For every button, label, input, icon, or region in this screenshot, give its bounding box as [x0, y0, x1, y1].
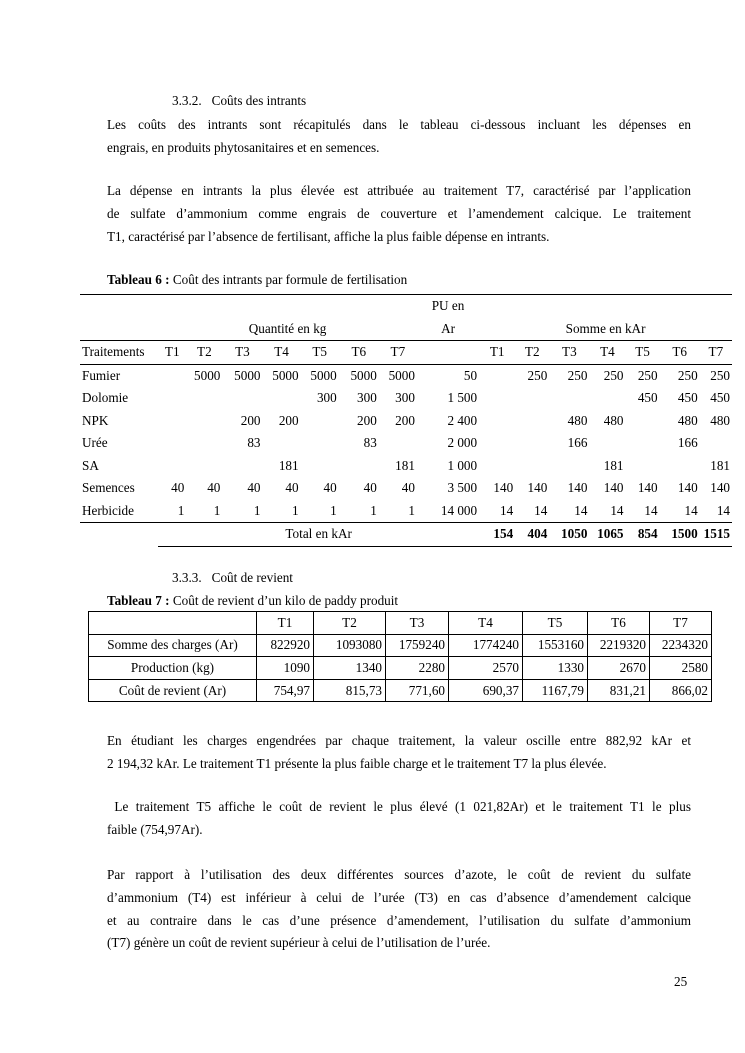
column-header: T5: [301, 341, 339, 365]
paragraph-intro: [107, 114, 691, 160]
row-label: Herbicide: [80, 500, 158, 523]
table-cell: [301, 410, 339, 433]
table-cell: [515, 455, 549, 478]
column-header: T1: [479, 341, 515, 365]
table-cell: [515, 387, 549, 410]
section-number: 3.3.2.: [172, 93, 202, 108]
column-header: T6: [660, 341, 700, 365]
table-cell: [479, 387, 515, 410]
table-cell: [263, 432, 301, 455]
table-cell: 1759240: [386, 634, 449, 657]
sum-header: Somme en kAr: [479, 318, 732, 341]
total-value: 154: [479, 523, 515, 547]
table-cell: 140: [603, 480, 624, 496]
column-header: T2: [515, 341, 549, 365]
table-cell: 1330: [523, 657, 588, 680]
row-label: Urée: [82, 435, 108, 451]
row-label: NPK: [82, 412, 109, 428]
column-header: T4: [589, 341, 625, 365]
table-cell: 2580: [650, 657, 712, 680]
table-cell: 822920: [257, 634, 314, 657]
table6-row: [80, 364, 732, 387]
table-cell: 140: [637, 480, 658, 496]
table-cell: 1167,79: [523, 679, 588, 702]
total-value: 854: [626, 523, 660, 547]
text-line: et au contraire dans le cas d’une présence d’amendement, l’utilisation du sulfate d’ammonium: [107, 912, 691, 928]
total-value: 1500: [660, 523, 700, 547]
column-header: T3: [549, 341, 589, 365]
column-header: [89, 612, 257, 635]
table-cell: 450: [710, 390, 730, 406]
table6-row: [80, 477, 732, 500]
table-cell: [549, 387, 589, 410]
table-cell: [700, 432, 732, 455]
table-cell: 140: [677, 480, 698, 496]
table6-row: [80, 410, 732, 433]
table-cell: 480: [567, 412, 588, 428]
table-cell: 1774240: [449, 634, 523, 657]
text-line: En étudiant les charges engendrées par chaque traitement, la valeur oscille entre 882,92 kAr et: [107, 733, 691, 748]
column-header: T2: [314, 612, 386, 635]
table-cell: 866,02: [650, 679, 712, 702]
table7-row: [89, 679, 712, 702]
table-cell: 83: [363, 435, 377, 451]
table-cell: 200: [278, 412, 299, 428]
table-cell: [158, 455, 186, 478]
table-cell: 1093080: [314, 634, 386, 657]
table-cell: 5000: [388, 367, 415, 383]
table-cell: 14: [660, 500, 700, 523]
column-header: T2: [186, 341, 222, 365]
column-header: T3: [222, 341, 262, 365]
table-cell: 1090: [257, 657, 314, 680]
table-cell: 40: [247, 480, 261, 496]
table-cell: [158, 432, 186, 455]
column-header: T4: [263, 341, 301, 365]
paragraph-cost-price: [107, 796, 691, 842]
table-cell: 14: [700, 500, 732, 523]
table-cell: 181: [710, 457, 730, 473]
table-cell: 83: [247, 435, 261, 451]
table-cell: 450: [677, 390, 698, 406]
table7-row: [89, 634, 712, 657]
column-header: T6: [588, 612, 650, 635]
table-cell: 1553160: [523, 634, 588, 657]
text-line: Par rapport à l’utilisation des deux différentes sources d’azote, le coût de revient du sulfate: [107, 867, 691, 882]
table-cell: 200: [395, 412, 415, 428]
table-cell: 5000: [272, 367, 299, 383]
table-cell: 140: [710, 480, 730, 496]
table-cell: 1 500: [447, 390, 478, 406]
table-cell: 815,73: [314, 679, 386, 702]
table-cell: 5000: [234, 367, 261, 383]
table-cell: [339, 455, 379, 478]
column-header: [417, 341, 479, 365]
table6-row: [80, 455, 732, 478]
table-cell: 300: [395, 390, 415, 406]
table7-body: [89, 612, 712, 702]
table-cell: [222, 387, 262, 410]
section-heading-333: [172, 570, 293, 586]
table-cell: 5000: [194, 367, 221, 383]
table-cell: [379, 432, 417, 455]
table7-caption-text: Coût de revient d’un kilo de paddy produit: [169, 593, 399, 608]
text-line: T1, caractérisé par l’absence de fertilisant, affiche la plus faible dépense en intrants.: [107, 228, 550, 244]
total-value: 1515: [700, 523, 732, 547]
table-cell: 250: [527, 367, 548, 383]
table-cell: 1 000: [447, 457, 478, 473]
paragraph-highest-cost: [107, 180, 691, 248]
table-cell: [186, 387, 222, 410]
table6-caption: [107, 272, 407, 288]
text-line: (T7) génère un coût de revient supérieur à celui de l’utilisation de l’urée.: [107, 935, 491, 951]
table-cell: [515, 432, 549, 455]
table-cell: 480: [603, 412, 624, 428]
text-line: engrais, en produits phytosanitaires et en semences.: [107, 139, 380, 155]
row-label: Coût de revient (Ar): [89, 679, 257, 702]
table-cell: 14: [626, 500, 660, 523]
table-cell: 1: [263, 500, 301, 523]
table-cell: [549, 455, 589, 478]
table-cell: 300: [316, 390, 337, 406]
total-value: 1065: [589, 523, 625, 547]
section-heading-332: [172, 93, 306, 109]
column-header: T6: [339, 341, 379, 365]
table-cell: 480: [677, 412, 698, 428]
table-cell: 450: [637, 390, 658, 406]
table-cell: 14: [589, 500, 625, 523]
text-line: d’ammonium (T4) est inférieur à celui de l’urée (T3) en cas d’absence d’amendement calcique: [107, 889, 691, 905]
table-cell: 200: [357, 412, 377, 428]
table-cell: 1: [186, 500, 222, 523]
table6-input-costs: [80, 294, 732, 547]
table-cell: 181: [278, 457, 299, 473]
table-cell: 1: [379, 500, 417, 523]
row-label: Production (kg): [89, 657, 257, 680]
column-header: T1: [158, 341, 186, 365]
table6-row: [80, 387, 732, 410]
table-cell: 140: [567, 480, 588, 496]
table-cell: [158, 387, 186, 410]
table-cell: [263, 387, 301, 410]
table6-caption-text: Coût des intrants par formule de fertilisation: [169, 272, 408, 287]
table-cell: [589, 387, 625, 410]
table-cell: 40: [323, 480, 337, 496]
table-cell: [626, 410, 660, 433]
table-cell: 40: [285, 480, 299, 496]
column-header: T7: [379, 341, 417, 365]
table-cell: 140: [527, 480, 548, 496]
section-number: 3.3.3.: [172, 570, 202, 585]
table-cell: [479, 432, 515, 455]
table-cell: 1: [339, 500, 379, 523]
table-cell: 690,37: [449, 679, 523, 702]
table-cell: [479, 455, 515, 478]
text-line: Le traitement T5 affiche le coût de revient le plus élevé (1 021,82Ar) et le traitement T1 le plus: [107, 799, 691, 814]
pu-header-unit: Ar: [417, 318, 479, 341]
table-cell: 14: [515, 500, 549, 523]
column-header: T3: [386, 612, 449, 635]
table7-header-row: [89, 612, 712, 635]
text-line: 2 194,32 kAr. Le traitement T1 présente la plus faible charge et le traitement T7 la plus élevée.: [107, 755, 607, 771]
table-cell: [158, 364, 186, 387]
table-cell: 14: [549, 500, 589, 523]
table-cell: 300: [357, 390, 377, 406]
table-cell: 40: [207, 480, 221, 496]
text-line: faible (754,97Ar).: [107, 821, 203, 837]
text-line: Les coûts des intrants sont récapitulés dans le tableau ci-dessous incluant les dépenses en: [107, 117, 691, 132]
section-title: Coûts des intrants: [211, 93, 307, 108]
table-cell: 166: [677, 435, 698, 451]
table-cell: 5000: [310, 367, 337, 383]
row-label: Dolomie: [82, 390, 129, 406]
row-label: Semences: [82, 480, 135, 496]
table-cell: 2670: [588, 657, 650, 680]
table-cell: [186, 455, 222, 478]
table6-caption-label: Tableau 6 :: [107, 272, 170, 287]
table-cell: 831,21: [588, 679, 650, 702]
table-cell: [158, 410, 186, 433]
table-cell: 2 400: [447, 412, 478, 428]
table-cell: 250: [710, 367, 730, 383]
row-label: SA: [82, 457, 99, 473]
table-cell: 250: [567, 367, 588, 383]
table7-caption-label: Tableau 7 :: [107, 593, 170, 608]
table-cell: [479, 410, 515, 433]
table-cell: 1: [158, 500, 186, 523]
row-label: Fumier: [82, 367, 121, 383]
table-cell: 480: [710, 412, 730, 428]
text-line: de sulfate d’ammonium comme engrais de couverture et l’amendement calcique. Le traitement: [107, 205, 691, 221]
table-cell: 200: [240, 412, 261, 428]
table-cell: [301, 432, 339, 455]
table6-row: [80, 500, 732, 523]
table7-caption: [107, 593, 398, 609]
paragraph-nitrogen-sources: [107, 864, 691, 955]
table-cell: [589, 432, 625, 455]
table-cell: 2280: [386, 657, 449, 680]
table-cell: [626, 455, 660, 478]
page-number: 25: [674, 974, 688, 989]
table-cell: 250: [637, 367, 658, 383]
table6-header-row-1: [80, 295, 732, 318]
table7-row: [89, 657, 712, 680]
table-cell: 50: [463, 367, 478, 383]
table-cell: 40: [171, 480, 185, 496]
row-label: Somme des charges (Ar): [89, 634, 257, 657]
paragraph-charges: [107, 730, 691, 776]
text-line: La dépense en intrants la plus élevée est attribuée au traitement T7, caractérisé par l’application: [107, 183, 691, 198]
quantity-header: Quantité en kg: [158, 318, 417, 341]
table-cell: 3 500: [447, 480, 478, 496]
table-cell: 14: [479, 500, 515, 523]
table-cell: 2570: [449, 657, 523, 680]
table-cell: 2 000: [447, 435, 478, 451]
table6-body: [80, 364, 732, 523]
table-cell: 2234320: [650, 634, 712, 657]
total-value: 404: [515, 523, 549, 547]
table-cell: [186, 410, 222, 433]
table-cell: 754,97: [257, 679, 314, 702]
column-header: T4: [449, 612, 523, 635]
table-cell: 140: [493, 480, 514, 496]
table7-cost-price: [88, 611, 712, 702]
column-header: T5: [523, 612, 588, 635]
table-cell: 250: [603, 367, 624, 383]
table6-total-row: [80, 523, 732, 547]
table-cell: [515, 410, 549, 433]
table-cell: [301, 455, 339, 478]
table-cell: [626, 432, 660, 455]
table-cell: 250: [677, 367, 698, 383]
table-cell: 1340: [314, 657, 386, 680]
table6-header-row-2: [80, 318, 732, 341]
column-header: T7: [650, 612, 712, 635]
total-value: 1050: [549, 523, 589, 547]
table-cell: [660, 455, 700, 478]
column-header: T7: [700, 341, 732, 365]
pu-header: PU en: [417, 295, 479, 318]
table-cell: [186, 432, 222, 455]
table6-row: [80, 432, 732, 455]
table6-column-header-row: [80, 341, 732, 365]
table-cell: 181: [395, 457, 415, 473]
column-header: Traitements: [80, 341, 158, 365]
table-cell: [479, 364, 515, 387]
column-header: T5: [626, 341, 660, 365]
table-cell: [222, 455, 262, 478]
table-cell: 5000: [350, 367, 377, 383]
table-cell: 1: [301, 500, 339, 523]
table-cell: 181: [603, 457, 624, 473]
table-cell: 166: [567, 435, 588, 451]
section-title: Coût de revient: [211, 570, 293, 585]
total-label: Total en kAr: [158, 523, 479, 547]
table-cell: 1: [222, 500, 262, 523]
column-header: T1: [257, 612, 314, 635]
table-cell: 771,60: [386, 679, 449, 702]
table-cell: 40: [401, 480, 415, 496]
table-cell: 14 000: [417, 500, 479, 523]
table-cell: 2219320: [588, 634, 650, 657]
table-cell: 40: [363, 480, 377, 496]
